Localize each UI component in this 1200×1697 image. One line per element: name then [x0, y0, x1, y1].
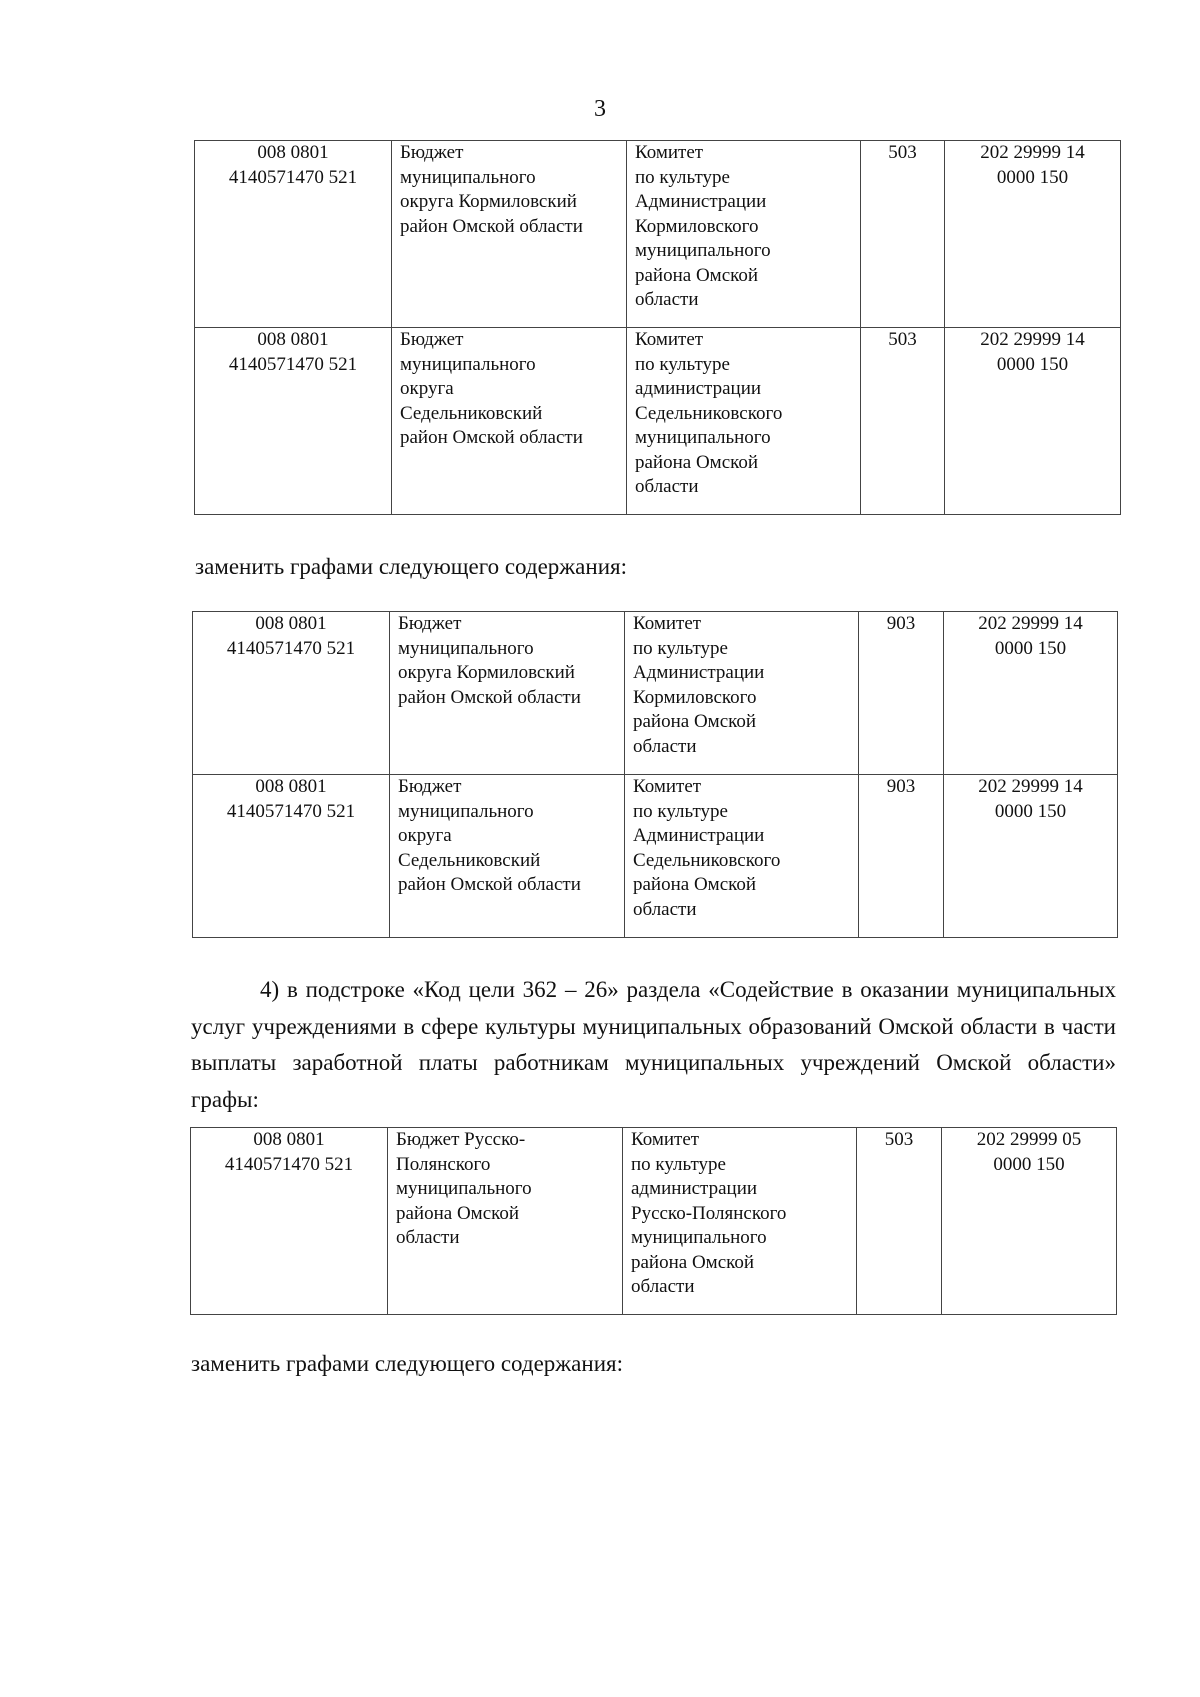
budget-line: муниципального — [400, 353, 536, 375]
code-line: 008 0801 — [255, 613, 327, 634]
table-row — [191, 1128, 1117, 1315]
admin-code-cell: 503 — [857, 1128, 942, 1315]
authority-line: муниципального — [635, 427, 771, 448]
target-code-cell — [193, 775, 390, 938]
authority-line: Комитет — [633, 776, 702, 797]
budget-line: округа — [400, 378, 454, 399]
budget-line: Седельниковский — [400, 402, 543, 424]
budget-line: муниципального — [398, 800, 534, 822]
authority-line: муниципального — [631, 1227, 767, 1248]
kbk-line: 202 29999 14 — [978, 613, 1083, 634]
budget-cell — [392, 141, 627, 328]
kbk-line: 202 29999 14 — [978, 776, 1083, 797]
authority-line: Русско-Полянского — [631, 1202, 787, 1224]
budget-line: Полянского — [396, 1153, 491, 1175]
authority-line: по культуре — [631, 1153, 726, 1175]
replace-instruction: заменить графами следующего содержания: — [195, 554, 627, 579]
code-line: 4140571470 521 — [226, 800, 356, 822]
target-code-cell — [191, 1128, 388, 1315]
kbk-cell — [944, 775, 1118, 938]
code-line: 4140571470 521 — [226, 637, 356, 659]
budget-line: Бюджет Русско- — [396, 1129, 526, 1150]
table-row — [195, 328, 1121, 515]
authority-line: Администрации — [635, 191, 767, 212]
budget-cell — [392, 328, 627, 515]
authority-line: района Омской — [635, 451, 759, 473]
table-old-columns-1 — [194, 140, 1121, 515]
budget-line: район Омской области — [400, 215, 583, 237]
budget-cell — [388, 1128, 623, 1315]
kbk-cell — [945, 328, 1121, 515]
target-code-cell — [193, 612, 390, 775]
budget-cell — [390, 612, 625, 775]
admin-code-cell: 903 — [859, 612, 944, 775]
kbk-line: 202 29999 14 — [980, 142, 1085, 163]
target-code-cell — [195, 141, 392, 328]
authority-line: Комитет — [631, 1129, 700, 1150]
authority-line: района Омской — [631, 1251, 755, 1273]
authority-line: Седельниковского — [635, 402, 783, 424]
authority-line: области — [633, 898, 697, 920]
authority-line: Администрации — [633, 825, 765, 846]
kbk-line: 0000 150 — [994, 637, 1067, 659]
budget-line: округа Кормиловский — [400, 191, 577, 212]
authority-line: по культуре — [633, 800, 728, 822]
budget-line: район Омской области — [398, 686, 581, 708]
budget-line: муниципального — [396, 1178, 532, 1199]
admin-code-cell: 503 — [861, 328, 945, 515]
budget-line: округа Кормиловский — [398, 662, 575, 683]
budget-line: Бюджет — [400, 329, 464, 350]
authority-cell — [625, 775, 859, 938]
kbk-line: 202 29999 05 — [976, 1129, 1082, 1150]
authority-line: муниципального — [635, 240, 771, 261]
budget-line: округа — [398, 825, 452, 846]
code-line: 008 0801 — [257, 329, 329, 350]
authority-line: района Омской — [635, 264, 759, 286]
kbk-line: 0000 150 — [994, 800, 1067, 822]
authority-line: района Омской — [633, 711, 757, 732]
authority-cell — [627, 328, 861, 515]
code-line: 4140571470 521 — [224, 1153, 354, 1175]
authority-line: по культуре — [635, 353, 730, 375]
budget-line: муниципального — [398, 637, 534, 659]
authority-line: Комитет — [633, 613, 702, 634]
authority-line: администрации — [631, 1178, 758, 1199]
authority-line: района Омской — [633, 874, 757, 895]
page-number: 3 — [594, 96, 606, 122]
budget-line: Бюджет — [400, 142, 464, 163]
authority-cell — [623, 1128, 857, 1315]
authority-line: области — [631, 1276, 695, 1297]
authority-cell — [625, 612, 859, 775]
amendment-paragraph: 4) в подстроке «Код цели 362 – 26» раздела «Содействие в оказании муниципальных услуг учреждениями в сфере культуры муниципальных образований Омской области в части выплаты заработной платы работникам муниципальных учреждений Омской области» графы: — [191, 977, 1116, 1112]
budget-line: муниципального — [400, 166, 536, 188]
kbk-cell — [942, 1128, 1117, 1315]
authority-line: по культуре — [635, 166, 730, 188]
code-line: 008 0801 — [255, 776, 327, 797]
budget-line: Бюджет — [398, 776, 462, 797]
code-line: 008 0801 — [257, 142, 329, 163]
authority-line: области — [635, 289, 699, 310]
kbk-line: 0000 150 — [996, 166, 1069, 188]
authority-line: области — [633, 735, 697, 757]
authority-line: Седельниковского — [633, 849, 781, 871]
admin-code-cell: 503 — [861, 141, 945, 328]
kbk-line: 0000 150 — [993, 1153, 1065, 1175]
kbk-cell — [944, 612, 1118, 775]
authority-line: области — [635, 476, 699, 497]
kbk-cell — [945, 141, 1121, 328]
authority-line: Комитет — [635, 142, 704, 163]
budget-line: Бюджет — [398, 613, 462, 634]
code-line: 008 0801 — [253, 1129, 325, 1150]
budget-line: Седельниковский — [398, 849, 541, 871]
authority-line: Кормиловского — [633, 686, 757, 708]
authority-line: Комитет — [635, 329, 704, 350]
table-row — [193, 612, 1118, 775]
authority-line: Администрации — [633, 662, 765, 683]
budget-line: район Омской области — [398, 874, 581, 895]
table-old-columns-2 — [190, 1127, 1117, 1315]
kbk-line: 202 29999 14 — [980, 329, 1085, 350]
authority-line: администрации — [635, 378, 762, 399]
kbk-line: 0000 150 — [996, 353, 1069, 375]
budget-line: района Омской — [396, 1202, 520, 1224]
table-row — [193, 775, 1118, 938]
admin-code-cell: 903 — [859, 775, 944, 938]
budget-line: район Омской области — [400, 427, 583, 448]
budget-cell — [390, 775, 625, 938]
table-row — [195, 141, 1121, 328]
authority-cell — [627, 141, 861, 328]
authority-line: Кормиловского — [635, 215, 759, 237]
target-code-cell — [195, 328, 392, 515]
replace-instruction: заменить графами следующего содержания: — [191, 1351, 623, 1376]
authority-line: по культуре — [633, 637, 728, 659]
table-new-columns-1 — [192, 611, 1118, 938]
code-line: 4140571470 521 — [228, 353, 358, 375]
code-line: 4140571470 521 — [228, 166, 358, 188]
budget-line: области — [396, 1227, 460, 1248]
